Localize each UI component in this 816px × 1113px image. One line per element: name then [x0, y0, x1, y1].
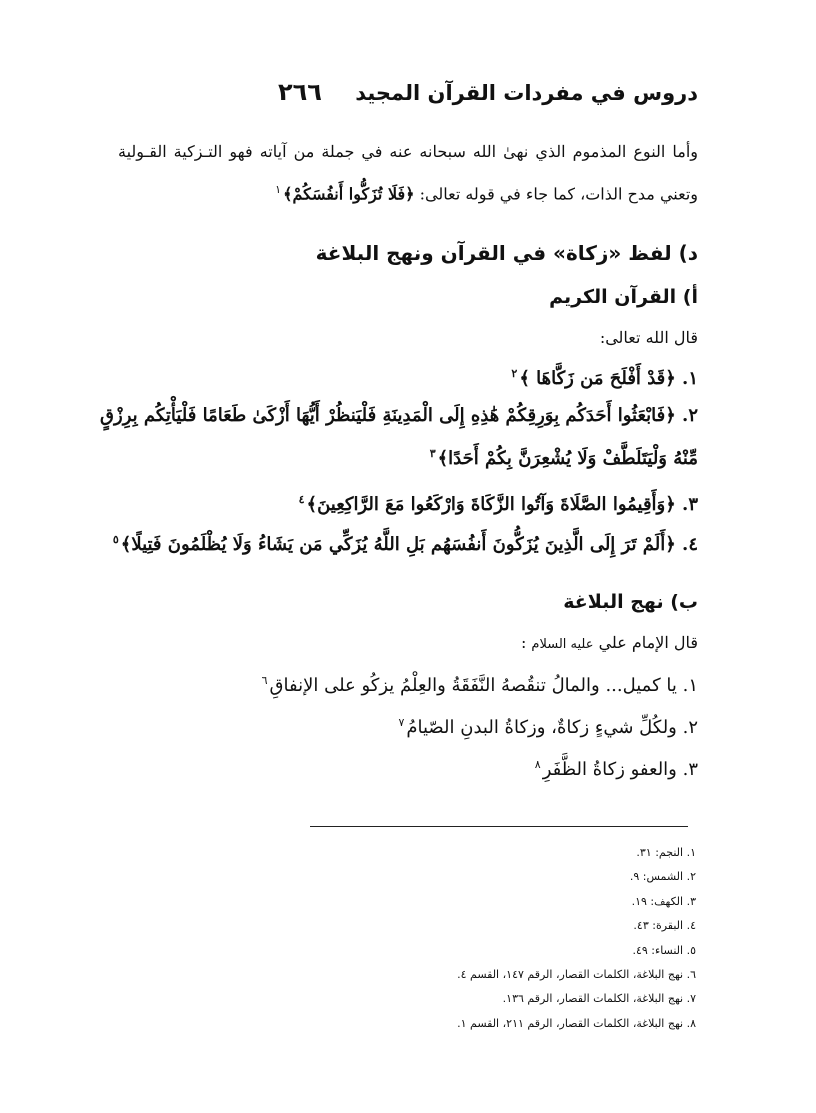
verse-item — [511, 367, 698, 389]
footnote-marker: ٧ — [398, 716, 405, 729]
verse-text: ١. ﴿قَدْ أَفْلَحَ مَن زَكَّاهَا ﴾ — [519, 368, 698, 389]
footnote-separator — [310, 826, 688, 827]
footnote: ٨. نهج البلاغة، الكلمات القصار، الرقم ٢١١، القسم ١. — [457, 1016, 696, 1030]
quran-intro: قال الله تعالى: — [599, 328, 698, 347]
verse-text: مِّنْهُ وَلْيَتَلَطَّفْ وَلَا يُشْعِرَنَّ بِكُمْ أَحَدًا﴾ — [437, 448, 698, 469]
footnote-marker: ٤ — [298, 493, 305, 506]
footnote-marker: ٦ — [261, 674, 268, 687]
verse-item — [113, 533, 698, 555]
nahj-intro-text: قال الإمام علي — [593, 633, 698, 652]
verse-text: ٢. ﴿فَابْعَثُوا أَحَدَكُم بِوَرِقِكُمْ هَٰذِهِ إِلَى الْمَدِينَةِ فَلْيَنظُرْ أَيُّهَا أَزْكَىٰ طَعَامًا فَلْيَأْتِكُم بِرِزْقٍ — [100, 405, 698, 426]
saying-item — [535, 758, 698, 780]
footnote-marker: ٢ — [511, 367, 518, 380]
footnote-marker: ٥ — [112, 533, 119, 546]
footnote: ٢. الشمس: ٩. — [629, 870, 696, 884]
footnote-marker: ١ — [275, 183, 282, 196]
footnote: ٧. نهج البلاغة، الكلمات القصار، الرقم ١٣٦. — [502, 992, 696, 1006]
verse-text: ٣. ﴿وَأَقِيمُوا الصَّلَاةَ وَآتُوا الزَّكَاةَ وَارْكَعُوا مَعَ الرَّاكِعِينَ﴾ — [306, 494, 698, 515]
footnotes — [96, 846, 696, 1041]
footnote-marker: ٨ — [534, 758, 541, 771]
footnote: ٥. النساء: ٤٩. — [632, 943, 696, 957]
verse-item — [299, 493, 698, 515]
honorific-glyph: عليه السلام — [531, 637, 594, 652]
verse-item — [100, 405, 698, 426]
saying-text: ٢. ولكُلِّ شيءٍ زكاةٌ، وزكاةُ البدنِ الصّيامُ — [406, 717, 698, 738]
footnote: ٣. الكهف: ١٩. — [631, 894, 696, 908]
intro-text: وتعني مدح الذات، كما جاء في قوله تعالى: — [414, 184, 698, 204]
footnote: ٦. نهج البلاغة، الكلمات القصار، الرقم ١٤٧، القسم ٤. — [457, 967, 696, 981]
intro-paragraph-line-2 — [275, 183, 698, 203]
footnote: ٤. البقرة: ٤٣. — [633, 919, 696, 933]
running-header — [278, 78, 698, 106]
footnote-marker: ٣ — [429, 447, 436, 460]
subsection-heading-nahj: ب) نهج البلاغة — [563, 591, 698, 613]
verse-text: ٤. ﴿أَلَمْ تَرَ إِلَى الَّذِينَ يُزَكُّونَ أَنفُسَهُم بَلِ اللَّهُ يُزَكِّي مَن يَشَاءُ وَلَا يُظْلَمُونَ فَتِيلًا﴾ — [120, 534, 698, 555]
book-title: دروس في مفردات القرآن المجيد — [355, 81, 698, 105]
nahj-intro-end: : — [520, 633, 532, 652]
saying-text: ١. يا كميل... والمالُ تنقُصهُ النَّفَقَةُ والعِلْمُ يزكُو على الإنفاقِ — [269, 675, 698, 696]
nahj-intro — [521, 633, 698, 652]
saying-item — [398, 716, 698, 738]
saying-item — [262, 674, 698, 696]
section-heading-d: د) لفظ «زكاة» في القرآن ونهج البلاغة — [315, 241, 698, 265]
subsection-heading-quran: أ) القرآن الكريم — [549, 286, 698, 308]
intro-paragraph-line-1: وأما النوع المذموم الذي نهىٰ الله سبحانه عنه في جملة من آياته فهو التـزكية القـولية — [118, 142, 698, 161]
footnote: ١. النجم: ٣١. — [636, 846, 696, 859]
quran-quote: ﴿فَلَا تُزَكُّوا أَنفُسَكُمْ﴾ — [283, 184, 415, 204]
verse-item-continuation — [430, 447, 698, 469]
page-number: ٢٦٦ — [277, 78, 322, 106]
saying-text: ٣. والعفو زكاةُ الظَّفَرِ — [542, 759, 698, 780]
